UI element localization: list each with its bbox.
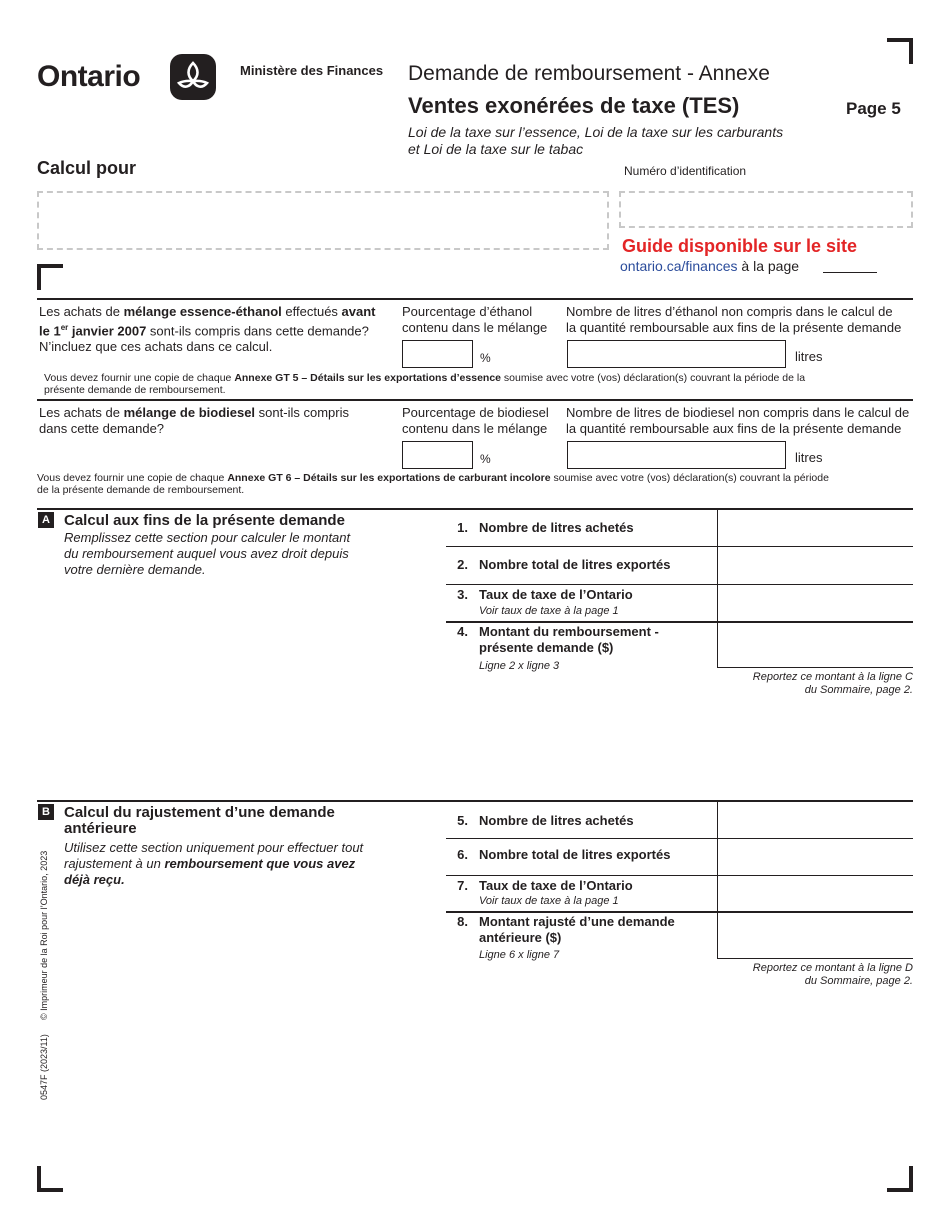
corner-mark-top-right [887,38,913,64]
corner-mark-bottom-right [887,1166,913,1192]
line-8-amount-input[interactable] [718,913,913,958]
section-a-report-note: Reportez ce montant à la ligne C du Sommaire, page 2. [752,671,913,696]
line-5-number: 5. [457,813,468,828]
section-b-description: Utilisez cette section uniquement pour effectuer tout rajustement à un remboursement que vous avez déjà reçu. [64,840,364,887]
line-4-number: 4. [457,624,468,639]
trillium-logo-icon [170,54,216,100]
line-6-number: 6. [457,847,468,862]
guide-page-blank[interactable] [823,272,877,273]
biodiesel-note: Vous devez fournir une copie de chaque Annexe GT 6 – Détails sur les exportations de carburant incolore soumise avec votre (vos) déclaration(s) couvrant la période de la présente demande de remboursement. [37,472,829,496]
biodiesel-litres-label: Nombre de litres de biodiesel non compris dans le calcul de la quantité remboursable aux fins de la présente demande [566,405,910,436]
copyright-footer [39,851,49,1020]
line-8-rule [717,958,913,959]
line-2-label: Nombre total de litres exportés [479,557,671,572]
corner-mark-bottom-left [37,1166,63,1192]
line-6-amount-input[interactable] [718,839,913,875]
line-5-label: Nombre de litres achetés [479,813,634,828]
biodiesel-pct-label: Pourcentage de biodiesel contenu dans le mélange [402,405,549,436]
id-number-label: Numéro d’identification [624,164,747,178]
biodiesel-top-rule [37,399,913,401]
line-2-number: 2. [457,557,468,572]
form-title-line1: Demande de remboursement - Annexe [408,62,770,85]
line-6-label: Nombre total de litres exportés [479,847,671,862]
form-code: 0547F (2023/11) [39,1034,49,1100]
guide-link-line [620,258,799,274]
line-7-amount-input[interactable] [718,876,913,911]
law-line2: et Loi de la taxe sur le tabac [408,141,584,157]
ethanol-litres-input[interactable] [567,340,786,368]
line-2-amount-input[interactable] [718,547,913,584]
line-8-number: 8. [457,914,468,929]
ethanol-litres-label: Nombre de litres d’éthanol non compris dans le calcul de la quantité remboursable aux fins de la présente demande [566,304,902,335]
line-4-rule [717,667,913,668]
line-4-label: Montant du remboursement - présente demande ($) [479,624,659,655]
line-3-note: Voir taux de taxe à la page 1 [479,605,619,617]
line-4-note: Ligne 2 x ligne 3 [479,660,560,672]
line-7-number: 7. [457,878,468,893]
line-8-label: Montant rajusté d’une demande antérieure ($) [479,914,675,945]
guide-available-text: Guide disponible sur le site [622,236,858,256]
section-b-title: Calcul du rajustement d’une demande antérieure [64,804,335,837]
section-b-report-note: Reportez ce montant à la ligne D du Sommaire, page 2. [752,962,913,987]
line-1-amount-input[interactable] [718,510,913,546]
law-line1: Loi de la taxe sur l’essence, Loi de la taxe sur les carburants [408,124,784,140]
ethanol-pct-unit: % [480,351,491,365]
ethanol-litres-unit: litres [795,349,823,364]
ethanol-top-rule [37,298,913,300]
line-3-label: Taux de taxe de l’Ontario [479,587,633,602]
form-code-footer [39,1034,49,1100]
calcul-pour-field[interactable] [37,191,609,250]
ethanol-note: Vous devez fournir une copie de chaque Annexe GT 5 – Détails sur les exportations d’essence soumise avec votre (vos) déclaration(s) couvrant la période de la présente demande de remboursement. [44,372,806,396]
biodiesel-pct-unit: % [480,452,491,466]
line-4-amount-input[interactable] [718,623,913,667]
line-5-amount-input[interactable] [718,802,913,838]
page-label: Page 5 [846,99,901,118]
guide-page-label: à la page [741,258,800,274]
line-1-label: Nombre de litres achetés [479,520,634,535]
ethanol-question: Les achats de mélange essence-éthanol effectués avant le 1er janvier 2007 sont-ils compris dans cette demande? N’incluez que ces achats dans ce calcul. [39,304,376,355]
biodiesel-pct-input[interactable] [402,441,473,469]
form-title-line2: Ventes exonérées de taxe (TES) [408,93,740,118]
line-8-note: Ligne 6 x ligne 7 [479,949,560,961]
section-a-letter: A [38,512,54,528]
calcul-pour-heading: Calcul pour [37,158,137,178]
line-7-label: Taux de taxe de l’Ontario [479,878,633,893]
ethanol-pct-label: Pourcentage d’éthanol contenu dans le mélange [402,304,548,335]
section-a-description: Remplissez cette section pour calculer le montant du remboursement auquel vous avez droit depuis votre dernière demande. [64,530,351,577]
line-1-number: 1. [457,520,468,535]
id-number-field[interactable] [619,191,913,228]
biodiesel-litres-input[interactable] [567,441,786,469]
ministry-name: Ministère des Finances [240,63,384,78]
section-b-letter: B [38,804,54,820]
ontario-logo-text: Ontario [37,60,141,93]
biodiesel-question: Les achats de mélange de biodiesel sont-ils compris dans cette demande? [39,405,349,436]
ethanol-pct-input[interactable] [402,340,473,368]
line-3-amount-input[interactable] [718,585,913,621]
guide-link[interactable]: ontario.ca/finances [620,258,738,274]
corner-mark-mid-left [37,264,63,290]
line-7-note: Voir taux de taxe à la page 1 [479,895,619,907]
copyright: © Imprimeur de la Roi pour l’Ontario, 2023 [39,850,49,1020]
biodiesel-litres-unit: litres [795,450,823,465]
section-a-title: Calcul aux fins de la présente demande [64,512,345,529]
line-3-number: 3. [457,587,468,602]
